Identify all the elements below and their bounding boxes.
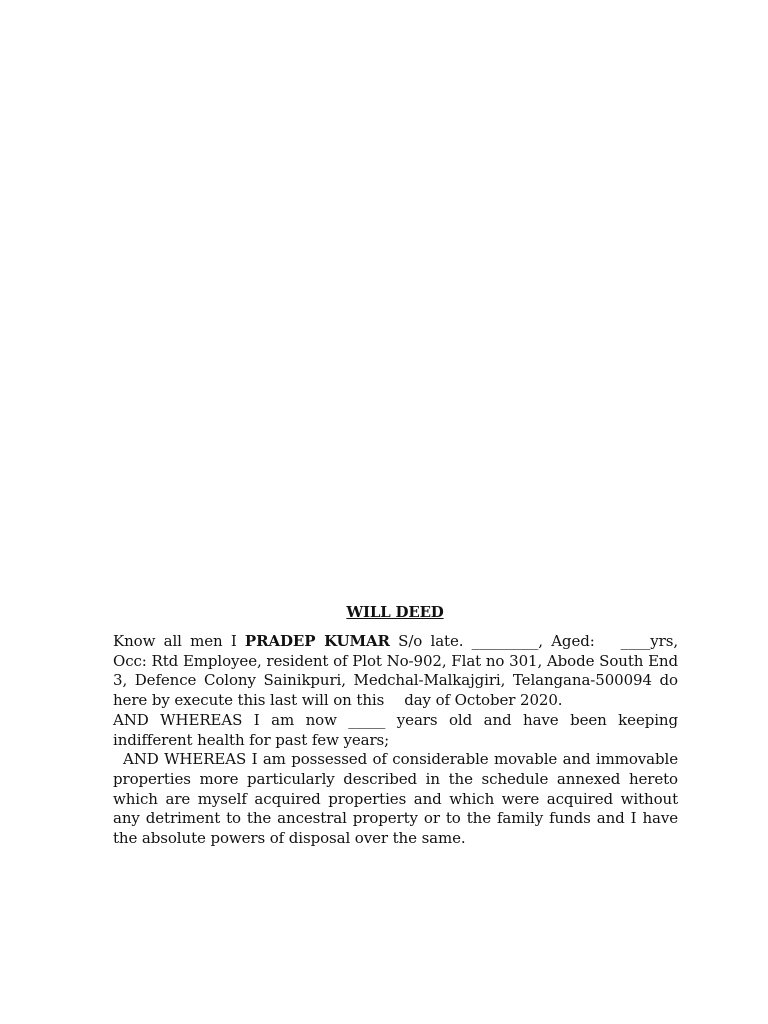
document-title: WILL DEED [346,603,444,621]
document-body [113,632,678,849]
paragraph-properties [113,750,678,849]
intro-rest: Occ: Rtd Employee, resident of Plot No-902, Flat no 301, Abode South End 3, Defence Colony Sainikpuri, Medchal-Malkajgiri, Telangana-500094 do here by execute this last will on this [113,651,678,710]
age-blank: ____yrs, [620,632,678,650]
intro-day-of: day of October 2020. [404,691,563,710]
testator-name: PRADEP KUMAR [244,632,390,650]
paragraph-intro [113,632,678,711]
intro-lead: Know all men I [113,632,245,650]
properties-text: AND WHEREAS I am possessed of considerable movable and immovable properties more particularly described in the schedule annexed hereto which are myself acquired properties and which were acquired without any detriment to the ancestral property or to the family funds and I have the absolute powers of disposal over the same. [113,750,678,848]
paragraph-age-health: AND WHEREAS I am now _____ years old and have been keeping indifferent health for past few years; [113,710,678,749]
intro-after-name: S/o late. _________, Aged: [389,632,595,650]
